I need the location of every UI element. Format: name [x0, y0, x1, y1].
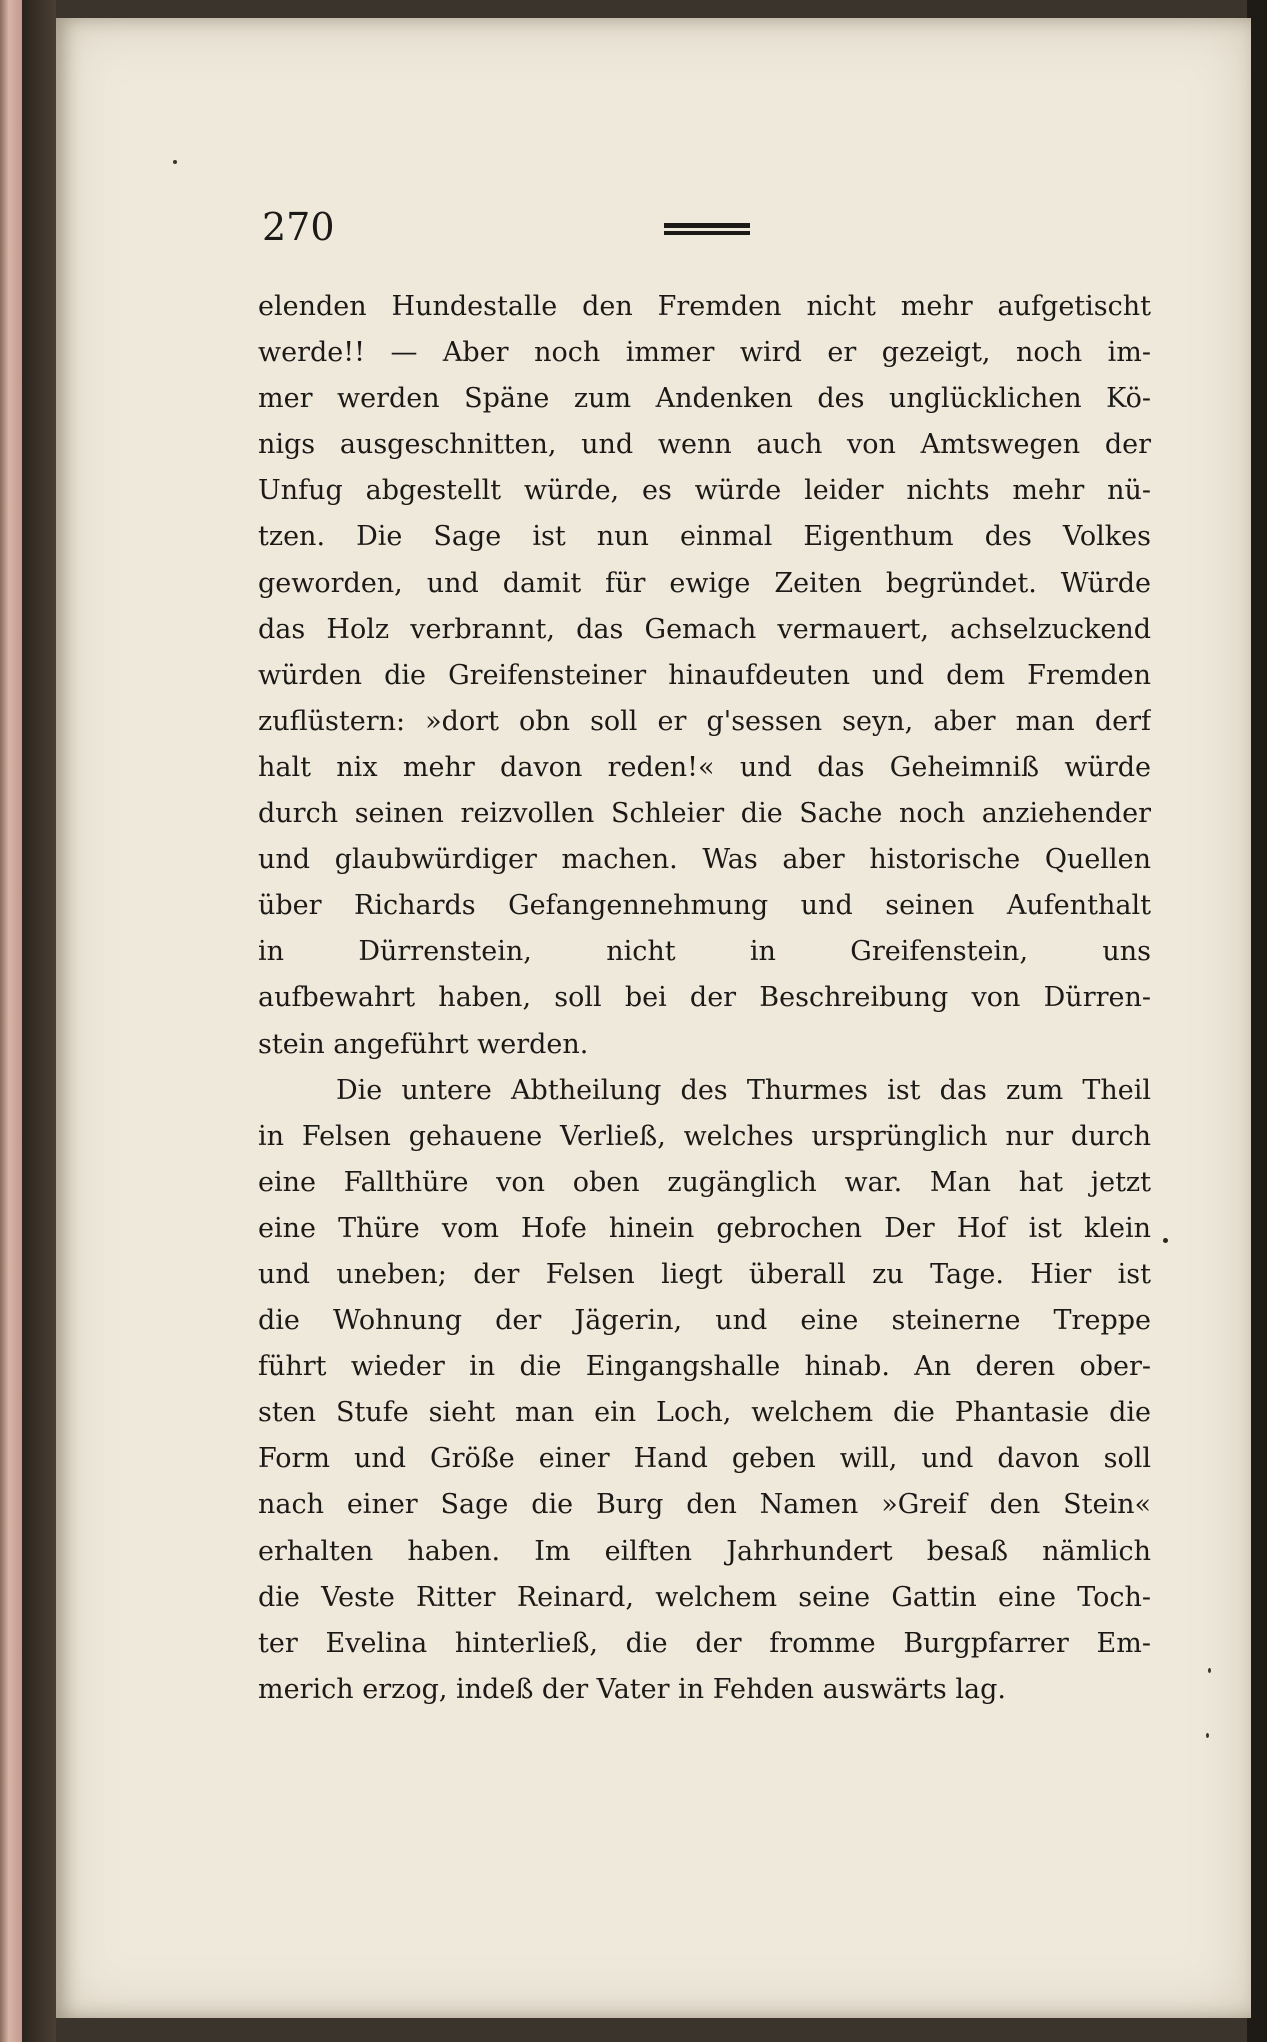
text-line: erhalten haben. Im eilften Jahrhundert besaß nämlich	[258, 1535, 1151, 1567]
header-rule	[664, 223, 750, 235]
margin-dot	[1163, 1238, 1168, 1243]
text-line: eine Fallthüre von oben zugänglich war. Man hat jetzt	[258, 1166, 1151, 1198]
body-text	[258, 284, 1151, 1713]
text-line: elenden Hundestalle den Fremden nicht mehr aufgetischt	[258, 291, 1151, 322]
text-line: tzen. Die Sage ist nun einmal Eigenthum des Volkes	[258, 521, 1151, 553]
book-gutter	[22, 0, 56, 2042]
text-line: aufbewahrt haben, soll bei der Beschreibung von Dürren-	[258, 982, 1151, 1014]
text-line: die Wohnung der Jägerin, und eine steinerne Treppe	[258, 1305, 1151, 1337]
text-line: zuflüstern: »dort obn soll er g'sessen seyn, aber man derf	[258, 705, 1151, 737]
text-line: werde!! — Aber noch immer wird er gezeigt, noch im-	[258, 337, 1151, 369]
paper-speck	[1206, 1733, 1209, 1738]
text-line: eine Thüre vom Hofe hinein gebrochen Der Hof ist klein	[258, 1212, 1151, 1244]
text-line: Form und Größe einer Hand geben will, und davon soll	[258, 1443, 1151, 1475]
text-line: und uneben; der Felsen liegt überall zu Tage. Hier ist	[258, 1258, 1151, 1290]
text-line: nach einer Sage die Burg den Namen »Greif den Stein«	[258, 1489, 1151, 1521]
text-line: halt nix mehr davon reden!« und das Geheimniß würde	[258, 751, 1151, 783]
text-line: in Dürrenstein, nicht in Greifenstein, uns	[258, 936, 1151, 968]
text-line: stein angeführt werden.	[258, 1028, 589, 1060]
book-cover-edge	[0, 0, 22, 2042]
text-line: in Felsen gehauene Verließ, welches ursprünglich nur durch	[258, 1120, 1151, 1152]
text-line: mer werden Späne zum Andenken des unglücklichen Kö-	[258, 383, 1151, 415]
text-line: ter Evelina hinterließ, die der fromme Burgpfarrer Em-	[258, 1627, 1151, 1659]
text-line: über Richards Gefangennehmung und seinen Aufenthalt	[258, 890, 1151, 922]
paragraph-start-line: Die untere Abtheilung des Thurmes ist das zum Theil	[336, 1074, 1151, 1106]
text-line: und glaubwürdiger machen. Was aber historische Quellen	[258, 844, 1151, 876]
text-line: das Holz verbrannt, das Gemach vermauert, achselzuckend	[258, 613, 1151, 645]
text-line: Unfug abgestellt würde, es würde leider nichts mehr nü-	[258, 475, 1151, 507]
text-line: geworden, und damit für ewige Zeiten begründet. Würde	[258, 567, 1151, 599]
text-line: sten Stufe sieht man ein Loch, welchem die Phantasie die	[258, 1397, 1151, 1429]
paper-speck	[1208, 1668, 1211, 1673]
text-line: merich erzog, indeß der Vater in Fehden auswärts lag.	[258, 1673, 1006, 1705]
text-line: würden die Greifensteiner hinaufdeuten und dem Fremden	[258, 659, 1151, 691]
text-line: durch seinen reizvollen Schleier die Sache noch anziehender	[258, 798, 1151, 830]
paper-speck	[173, 160, 177, 164]
page-number: 270	[262, 205, 335, 249]
text-line: nigs ausgeschnitten, und wenn auch von Amtswegen der	[258, 429, 1151, 461]
text-line: die Veste Ritter Reinard, welchem seine Gattin eine Toch-	[258, 1581, 1151, 1613]
text-line: führt wieder in die Eingangshalle hinab. An deren ober-	[258, 1351, 1151, 1383]
